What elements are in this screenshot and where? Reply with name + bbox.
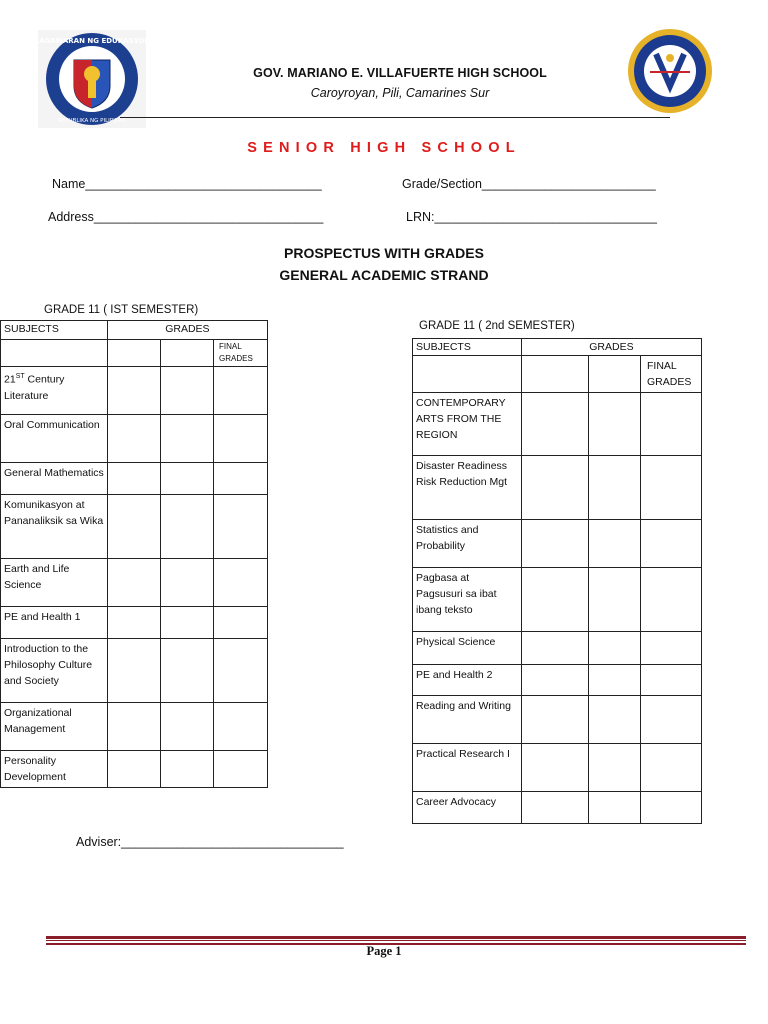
sem2-subheader-blank bbox=[413, 356, 522, 393]
sem1-grade-cell bbox=[161, 415, 214, 463]
table-row bbox=[1, 367, 268, 415]
sem2-final-cell bbox=[641, 792, 702, 824]
sem2-grade-cell bbox=[589, 632, 641, 665]
sem2-grade-cell bbox=[521, 792, 589, 824]
table-row bbox=[1, 463, 268, 495]
sem1-grade-cell bbox=[107, 639, 161, 703]
sem1-grade-cell bbox=[161, 463, 214, 495]
sem2-final-cell bbox=[641, 696, 702, 744]
sem2-subject-4: Pagbasa at Pagsusuri sa ibat ibang teksto bbox=[413, 568, 522, 632]
table-row bbox=[413, 568, 702, 632]
sem2-subject-2: Disaster Readiness Risk Reduction Mgt bbox=[413, 456, 522, 520]
sem1-subject-7: Introduction to the Philosophy Culture and Society bbox=[1, 639, 108, 703]
sem2-final-cell bbox=[641, 665, 702, 696]
sem2-subject-9: Career Advocacy bbox=[413, 792, 522, 824]
sem1-grade-cell bbox=[161, 639, 214, 703]
sem1-subject-5: Earth and Life Science bbox=[1, 559, 108, 607]
sem2-header-final-grades: FINAL GRADES bbox=[641, 356, 702, 393]
sem2-grade-cell bbox=[589, 356, 641, 393]
sem1-grade-cell bbox=[107, 559, 161, 607]
sem1-subject-3: General Mathematics bbox=[1, 463, 108, 495]
sem1-grade-cell bbox=[161, 559, 214, 607]
sem1-header-grades: GRADES bbox=[107, 321, 267, 340]
sem2-final-cell bbox=[641, 520, 702, 568]
sem1-subject-9: Personality Development bbox=[1, 751, 108, 788]
sem1-grade-cell bbox=[161, 607, 214, 639]
sem1-subject-4: Komunikasyon at Pananaliksik sa Wika bbox=[1, 495, 108, 559]
sem1-final-cell bbox=[214, 703, 268, 751]
sem1-grades-table bbox=[0, 320, 268, 788]
table-row bbox=[1, 751, 268, 788]
sem1-grade-cell bbox=[107, 495, 161, 559]
sem2-header-grades: GRADES bbox=[521, 339, 701, 356]
sem1-final-cell bbox=[214, 639, 268, 703]
address-field: Address_________________________________ bbox=[48, 210, 324, 224]
sem1-final-cell bbox=[214, 607, 268, 639]
sem2-grades-table bbox=[412, 338, 702, 824]
sem2-grade-cell bbox=[589, 744, 641, 792]
prospectus-title: PROSPECTUS WITH GRADES bbox=[284, 245, 484, 261]
sem2-grade-cell bbox=[589, 520, 641, 568]
grade-section-field: Grade/Section_________________________ bbox=[402, 177, 656, 191]
page-number: Page 1 bbox=[366, 944, 402, 958]
sem1-grade-cell bbox=[161, 751, 214, 788]
table-row bbox=[413, 665, 702, 696]
sem2-final-cell bbox=[641, 568, 702, 632]
sem2-grade-cell bbox=[521, 393, 589, 456]
sem2-header-subjects: SUBJECTS bbox=[413, 339, 522, 356]
sem1-grade-cell bbox=[107, 415, 161, 463]
sem1-final-cell bbox=[214, 415, 268, 463]
sem1-grade-cell bbox=[107, 367, 161, 415]
sem1-final-cell bbox=[214, 463, 268, 495]
sem2-grade-cell bbox=[521, 632, 589, 665]
sem2-final-cell bbox=[641, 632, 702, 665]
footer-divider bbox=[46, 936, 746, 939]
sem2-grade-cell bbox=[589, 696, 641, 744]
table-row bbox=[413, 792, 702, 824]
sem2-grade-cell bbox=[589, 792, 641, 824]
sem1-grade-cell bbox=[161, 367, 214, 415]
sem1-header-subjects: SUBJECTS bbox=[1, 321, 108, 340]
sem1-grade-cell bbox=[107, 607, 161, 639]
table-row bbox=[1, 607, 268, 639]
header-divider bbox=[120, 117, 550, 118]
table-row bbox=[413, 696, 702, 744]
sem1-grade-cell bbox=[107, 751, 161, 788]
sem1-final-cell bbox=[214, 495, 268, 559]
sem2-grade-cell bbox=[521, 744, 589, 792]
lrn-field: LRN:________________________________ bbox=[406, 210, 657, 224]
sem2-subject-8: Practical Research I bbox=[413, 744, 522, 792]
sem2-subject-3: Statistics and Probability bbox=[413, 520, 522, 568]
table-row bbox=[413, 744, 702, 792]
sem1-subject-2: Oral Communication bbox=[1, 415, 108, 463]
sem2-grade-cell bbox=[589, 665, 641, 696]
sem1-grade-cell bbox=[107, 703, 161, 751]
sem1-subject-8: Organizational Management bbox=[1, 703, 108, 751]
table-row bbox=[1, 415, 268, 463]
sem2-grade-cell bbox=[521, 356, 589, 393]
name-field: Name__________________________________ bbox=[52, 177, 322, 191]
sem1-grade-cell bbox=[161, 495, 214, 559]
sem1-final-cell bbox=[214, 367, 268, 415]
sem1-grade-cell bbox=[161, 703, 214, 751]
sem2-grade-cell bbox=[521, 456, 589, 520]
sem2-label: GRADE 11 ( 2nd SEMESTER) bbox=[419, 320, 575, 332]
table-row bbox=[1, 559, 268, 607]
sem1-header-final-grades: FINAL GRADES bbox=[214, 340, 268, 367]
sem2-grade-cell bbox=[521, 568, 589, 632]
table-row bbox=[413, 520, 702, 568]
strand-title: GENERAL ACADEMIC STRAND bbox=[279, 267, 489, 283]
sem1-subject-1: 21ST Century Literature bbox=[1, 367, 108, 415]
sem2-grade-cell bbox=[521, 520, 589, 568]
senior-high-school-heading: SENIOR HIGH SCHOOL bbox=[247, 140, 521, 156]
sem1-subheader-blank bbox=[1, 340, 108, 367]
table-row bbox=[413, 456, 702, 520]
sem1-label: GRADE 11 ( IST SEMESTER) bbox=[44, 304, 199, 316]
table-row bbox=[1, 495, 268, 559]
sem1-grade-cell bbox=[107, 340, 161, 367]
sem2-grade-cell bbox=[589, 456, 641, 520]
sem2-final-cell bbox=[641, 393, 702, 456]
footer-divider-thin bbox=[46, 940, 746, 941]
sem2-grade-cell bbox=[521, 665, 589, 696]
svg-text:KAGAWARAN NG EDUKASYON: KAGAWARAN NG EDUKASYON bbox=[38, 37, 146, 45]
header-divider-right bbox=[550, 117, 670, 118]
table-row bbox=[1, 703, 268, 751]
school-address: Caroyroyan, Pili, Camarines Sur bbox=[310, 86, 490, 100]
adviser-field: Adviser:________________________________ bbox=[76, 835, 344, 849]
sem1-final-cell bbox=[214, 751, 268, 788]
sem2-final-cell bbox=[641, 744, 702, 792]
svg-text:REPUBLIKA NG PILIPINAS: REPUBLIKA NG PILIPINAS bbox=[57, 118, 127, 124]
sem1-final-cell bbox=[214, 559, 268, 607]
sem2-subject-1: CONTEMPORARY ARTS FROM THE REGION bbox=[413, 393, 522, 456]
sem2-grade-cell bbox=[521, 696, 589, 744]
sem2-subject-6: PE and Health 2 bbox=[413, 665, 522, 696]
sem2-subject-5: Physical Science bbox=[413, 632, 522, 665]
sem2-grade-cell bbox=[589, 393, 641, 456]
table-row bbox=[1, 639, 268, 703]
table-row bbox=[413, 632, 702, 665]
sem2-subject-7: Reading and Writing bbox=[413, 696, 522, 744]
table-row bbox=[413, 393, 702, 456]
sem2-grade-cell bbox=[589, 568, 641, 632]
sem1-grade-cell bbox=[107, 463, 161, 495]
sem1-grade-cell bbox=[161, 340, 214, 367]
school-name: GOV. MARIANO E. VILLAFUERTE HIGH SCHOOL bbox=[253, 66, 547, 80]
sem1-subject-6: PE and Health 1 bbox=[1, 607, 108, 639]
sem2-final-cell bbox=[641, 456, 702, 520]
